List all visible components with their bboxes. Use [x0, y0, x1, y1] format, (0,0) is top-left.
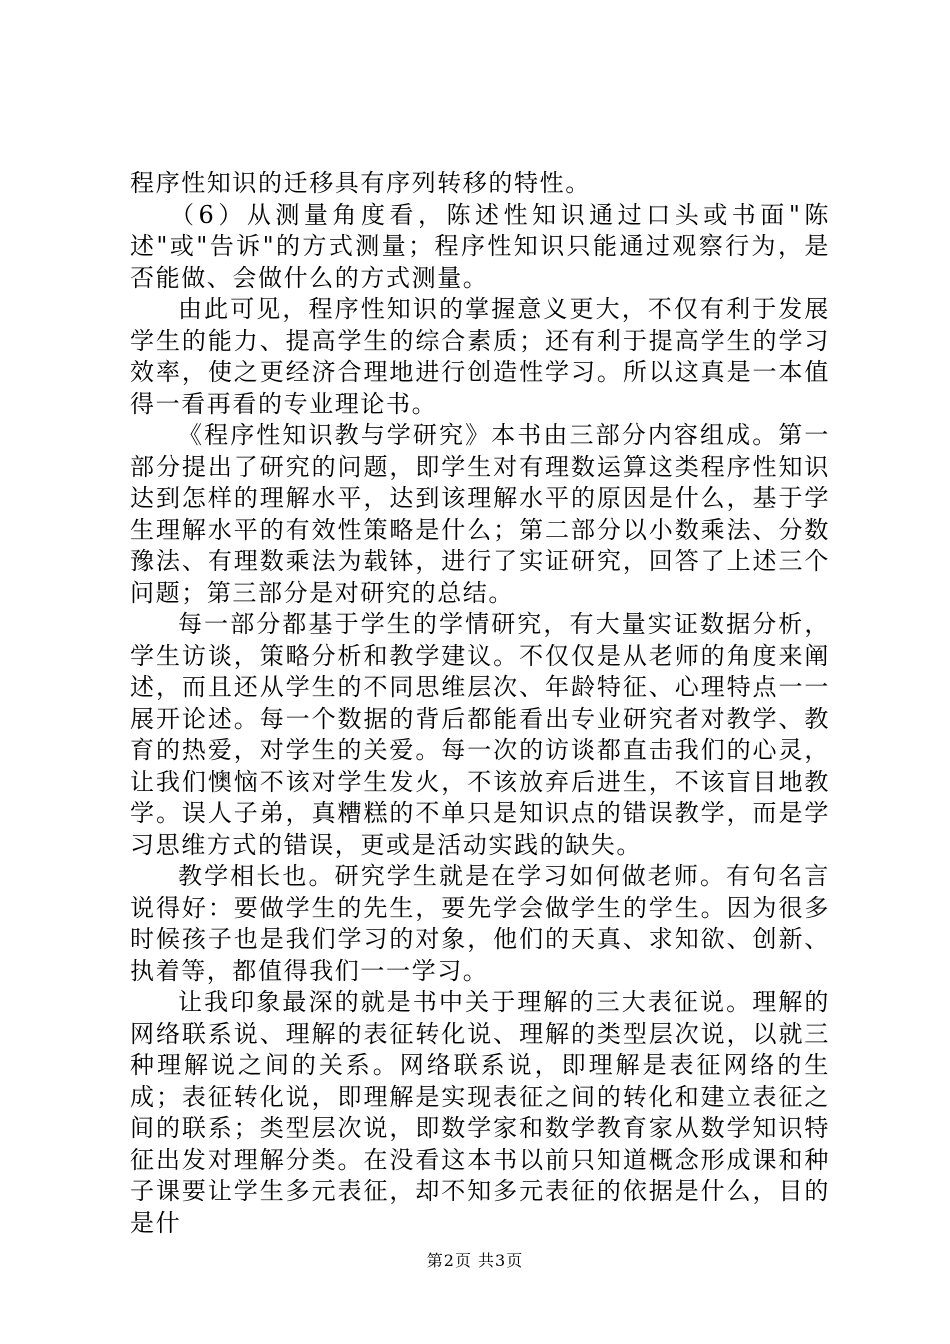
paragraph-4: 《程序性知识教与学研究》本书由三部分内容组成。第一部分提出了研究的问题，即学生对有理数运算这类程序性知识达到怎样的理解水平，达到该理解水平的原因是什么，基于学生理解水平的有效性策略是什么；第二部分以小数乘法、分数豫法、有理数乘法为载钵，进行了实证研究，回答了上述三个问题；第三部分是对研究的总结。	[130, 421, 830, 607]
paragraph-1: 程序性知识的迁移具有序列转移的特性。	[130, 169, 591, 197]
paragraph-5: 每一部分都基于学生的学情研究，有大量实证数据分析，学生访谈，策略分析和教学建议。不仅仅是从老师的角度来阐述，而且还从学生的不同思维层次、年龄特征、心理特点一一展开论述。每一个数据的背后都能看出专业研究者对教学、教育的热爱，对学生的关爱。每一次的访谈都直击我们的心灵，让我们懊恼不该对学生发火，不该放弃后进生，不该盲目地教学。误人子弟，真糟糕的不单只是知识点的错误教学，而是学习思维方式的错误，更或是活动实践的缺失。	[130, 610, 830, 859]
body-text	[130, 168, 830, 1239]
paragraph-2: （6）从测量角度看，陈述性知识通过口头或书面"陈述"或"告诉"的方式测量；程序性知识只能通过观察行为，是否能做、会做什么的方式测量。	[130, 200, 830, 292]
paragraph-7: 让我印象最深的就是书中关于理解的三大表征说。理解的网络联系说、理解的表征转化说、理解的类型层次说，以就三种理解说之间的关系。网络联系说，即理解是表征网络的生成；表征转化说，即理解是实现表征之间的转化和建立表征之间的联系；类型层次说，即数学家和数学教育家从数学知识特征出发对理解分类。在没看这本书以前只知道概念形成课和种子课要让学生多元表征，却不知多元表征的依据是什么，目的是什	[130, 988, 830, 1237]
page-number: 第2页 共3页	[426, 1251, 524, 1270]
paragraph-3: 由此可见，程序性知识的掌握意义更大，不仅有利于发展学生的能力、提高学生的综合素质；还有利于提高学生的学习效率，使之更经济合理地进行创造性学习。所以这真是一本值得一看再看的专业理论书。	[130, 295, 830, 418]
paragraph-6: 教学相长也。研究学生就是在学习如何做老师。有句名言说得好：要做学生的先生，要先学会做学生的学生。因为很多时候孩子也是我们学习的对象，他们的天真、求知欲、创新、执着等，都值得我们一一学习。	[130, 862, 830, 985]
